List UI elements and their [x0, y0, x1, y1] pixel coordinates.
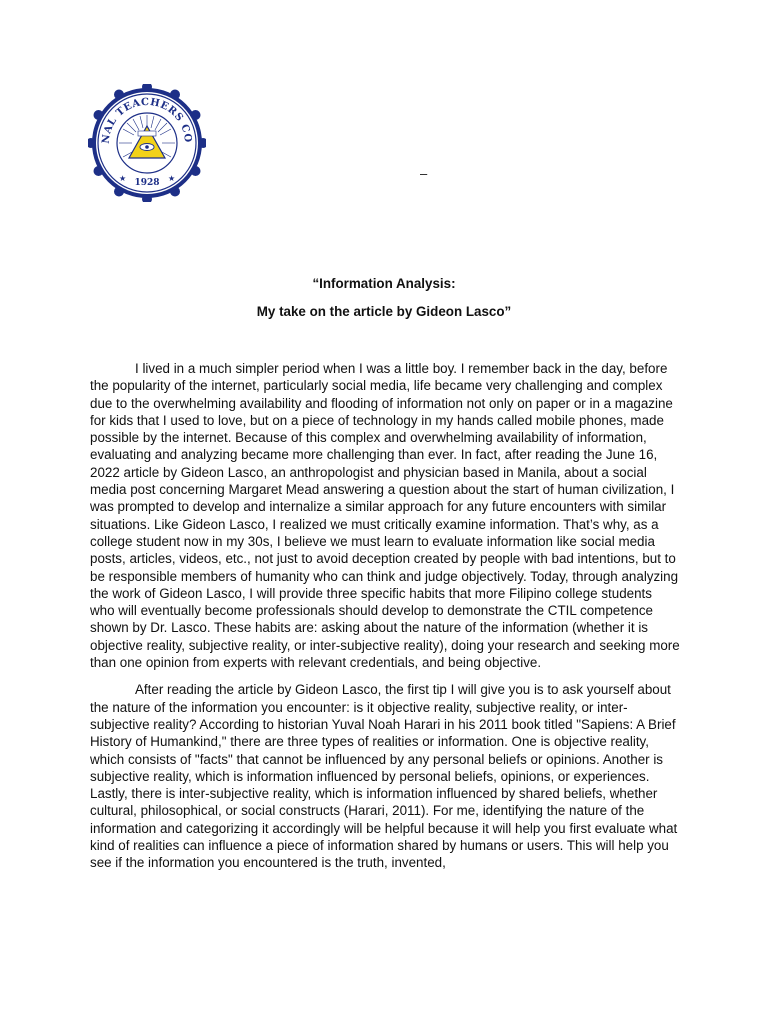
paragraph-2: After reading the article by Gideon Lasco, the first tip I will give you is to ask yourself about the nature of the information you encounter: is it objective reality, subjective reality, or inter-subjective reality? According to historian Yuval Noah Harari in his 2011 book titled "Sapiens: A Brief History of Humankind," there are three types of realities or information. One is objective reality, which consists of "facts" that cannot be influenced by any personal beliefs or opinions. Another is subjective reality, which is information influenced by personal beliefs, opinions, or experiences. Lastly, there is inter-subjective reality, which is information influenced by shared beliefs, whether cultural, philosophical, or social constructs (Harari, 2011). For me, identifying the nature of the information and categorizing it accordingly will be helpful because it will help you first evaluate what kind of realities can influence a piece of information shared by humans or users. This will help you see if the information you encountered is the truth, invented,	[90, 682, 678, 871]
document-body	[90, 360, 680, 882]
paragraph-1: I lived in a much simpler period when I was a little boy. I remember back in the day, before the popularity of the internet, particularly social media, life became very challenging and complex due to the overwhelming availability and flooding of information not only on paper or in a magazine for kids that I used to love, but on a piece of technology in my hands called mobile phones, made possible by the internet. Because of this complex and overwhelming availability of information, evaluating and analyzing became more challenging than ever. In fact, after reading the June 16, 2022 article by Gideon Lasco, an anthropologist and physician based in Manila, about a social media post concerning Margaret Mead answering a question about the start of human civilization, I was prompted to develop and internalize a similar approach for any future encounters with similar situations. Like Gideon Lasco, I realized we must critically examine information. That’s why, as a college student now in my 30s, I believe we must learn to evaluate information like social media posts, articles, videos, etc., not just to avoid deception created by people with bad intentions, but to be responsible members of humanity who can think and judge objectively. Today, through analyzing the work of Gideon Lasco, I will provide three specific habits that more Filipino college students who will eventually become professionals should develop to demonstrate the CTIL competence shown by Dr. Lasco. These habits are: asking about the nature of the information (whether it is objective reality, subjective reality, or inter-subjective reality), doing your research and seeking more than one opinion from experts with relevant credentials, and being objective.	[90, 361, 680, 671]
seal-year: 1928	[134, 178, 160, 188]
svg-text:★: ★	[168, 174, 176, 183]
college-seal-logo	[88, 84, 206, 202]
svg-text:★: ★	[119, 174, 127, 183]
header-dash: –	[420, 166, 428, 181]
document-title-line-2: My take on the article by Gideon Lasco”	[256, 304, 512, 319]
seal-arc-text: NAL TEACHERS CO	[100, 96, 194, 145]
document-title-line-1: “Information Analysis:	[312, 276, 456, 291]
